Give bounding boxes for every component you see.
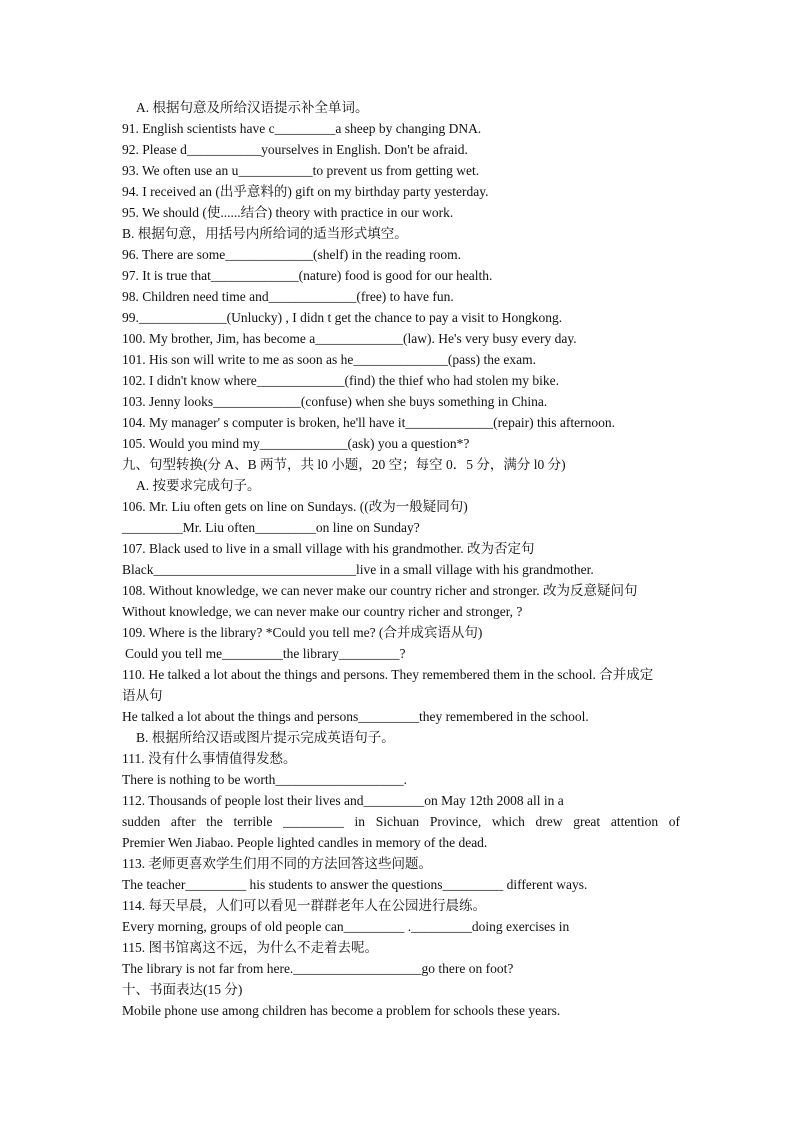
question-104: 104. My manager' s computer is broken, he'll have it_____________(repair) this afternoon.: [122, 415, 615, 430]
part-10-heading: 十、书面表达(15 分): [122, 982, 243, 997]
question-110-answer-line: He talked a lot about the things and persons_________they remembered in the school.: [122, 709, 589, 724]
question-108: 108. Without knowledge, we can never make our country richer and stronger. 改为反意疑问句: [122, 583, 638, 598]
question-93: 93. We often use an u___________to prevent us from getting wet.: [122, 163, 480, 178]
part-9-heading: 九、句型转换(分 A、B 两节，共 l0 小题，20 空；每空 0．5 分，满分 l0 分): [122, 457, 566, 472]
question-106-answer-line: _________Mr. Liu often_________on line on Sunday?: [122, 520, 420, 535]
question-110-continued: 语从句: [122, 688, 163, 703]
question-105: 105. Would you mind my_____________(ask) you a question*?: [122, 436, 470, 451]
question-114-answer-line: Every morning, groups of old people can_________ ._________doing exercises in: [122, 919, 570, 934]
question-103: 103. Jenny looks_____________(confuse) when she buys something in China.: [122, 394, 548, 409]
question-106: 106. Mr. Liu often gets on line on Sundays. ((改为一般疑同句): [122, 499, 468, 514]
question-108-answer-line: Without knowledge, we can never make our country richer and stronger, ?: [122, 604, 523, 619]
question-112-end: Premier Wen Jiabao. People lighted candles in memory of the dead.: [122, 835, 488, 850]
question-100: 100. My brother, Jim, has become a_____________(law). He's very busy every day.: [122, 331, 577, 346]
question-113: 113. 老师更喜欢学生们用不同的方法回答这些问题。: [122, 856, 432, 871]
section-a-heading: A. 根据句意及所给汉语提示补全单词。: [136, 100, 369, 115]
question-95: 95. We should (使......结合) theory with practice in our work.: [122, 205, 454, 220]
writing-prompt: Mobile phone use among children has become a problem for schools these years.: [122, 1003, 561, 1018]
question-115: 115. 图书馆离这不远，为什么不走着去呢。: [122, 940, 378, 955]
question-109-answer-line: Could you tell me_________the library_________?: [125, 646, 406, 661]
question-107: 107. Black used to live in a small village with his grandmother. 改为否定句: [122, 541, 535, 556]
question-99: 99._____________(Unlucky) , I didn t get the chance to pay a visit to Hongkong.: [122, 310, 563, 325]
question-111-answer-line: There is nothing to be worth___________________.: [122, 772, 407, 787]
question-112: 112. Thousands of people lost their lives and_________on May 12th 2008 all in a: [122, 793, 564, 808]
part-9-section-a-heading: A. 按要求完成句子。: [136, 478, 261, 493]
question-98: 98. Children need time and_____________(free) to have fun.: [122, 289, 454, 304]
question-96: 96. There are some_____________(shelf) in the reading room.: [122, 247, 462, 262]
part-9-section-b-heading: B. 根据所给汉语或图片提示完成英语句子。: [136, 730, 395, 745]
question-111: 111. 没有什么事情值得发愁。: [122, 751, 297, 766]
section-b-heading: B. 根据句意，用括号内所给词的适当形式填空。: [122, 226, 408, 241]
question-92: 92. Please d___________yourselves in English. Don't be afraid.: [122, 142, 468, 157]
question-102: 102. I didn't know where_____________(find) the thief who had stolen my bike.: [122, 373, 559, 388]
question-94: 94. I received an (出乎意料的) gift on my birthday party yesterday.: [122, 184, 489, 199]
question-112-continued: sudden after the terrible _________ in Sichuan Province, which drew great attention of: [122, 814, 680, 829]
question-107-answer-line: Black______________________________live in a small village with his grandmother.: [122, 562, 594, 577]
question-113-answer-line: The teacher_________ his students to answer the questions_________ different ways.: [122, 877, 588, 892]
question-91: 91. English scientists have c_________a sheep by changing DNA.: [122, 121, 482, 136]
question-115-answer-line: The library is not far from here.___________________go there on foot?: [122, 961, 514, 976]
question-101: 101. His son will write to me as soon as he______________(pass) the exam.: [122, 352, 536, 367]
question-110: 110. He talked a lot about the things and persons. They remembered them in the school. 合并成定: [122, 667, 654, 682]
question-114: 114. 每天早晨，人们可以看见一群群老年人在公园进行晨练。: [122, 898, 486, 913]
question-97: 97. It is true that_____________(nature) food is good for our health.: [122, 268, 493, 283]
question-109: 109. Where is the library? *Could you tell me? (合并成宾语从句): [122, 625, 483, 640]
